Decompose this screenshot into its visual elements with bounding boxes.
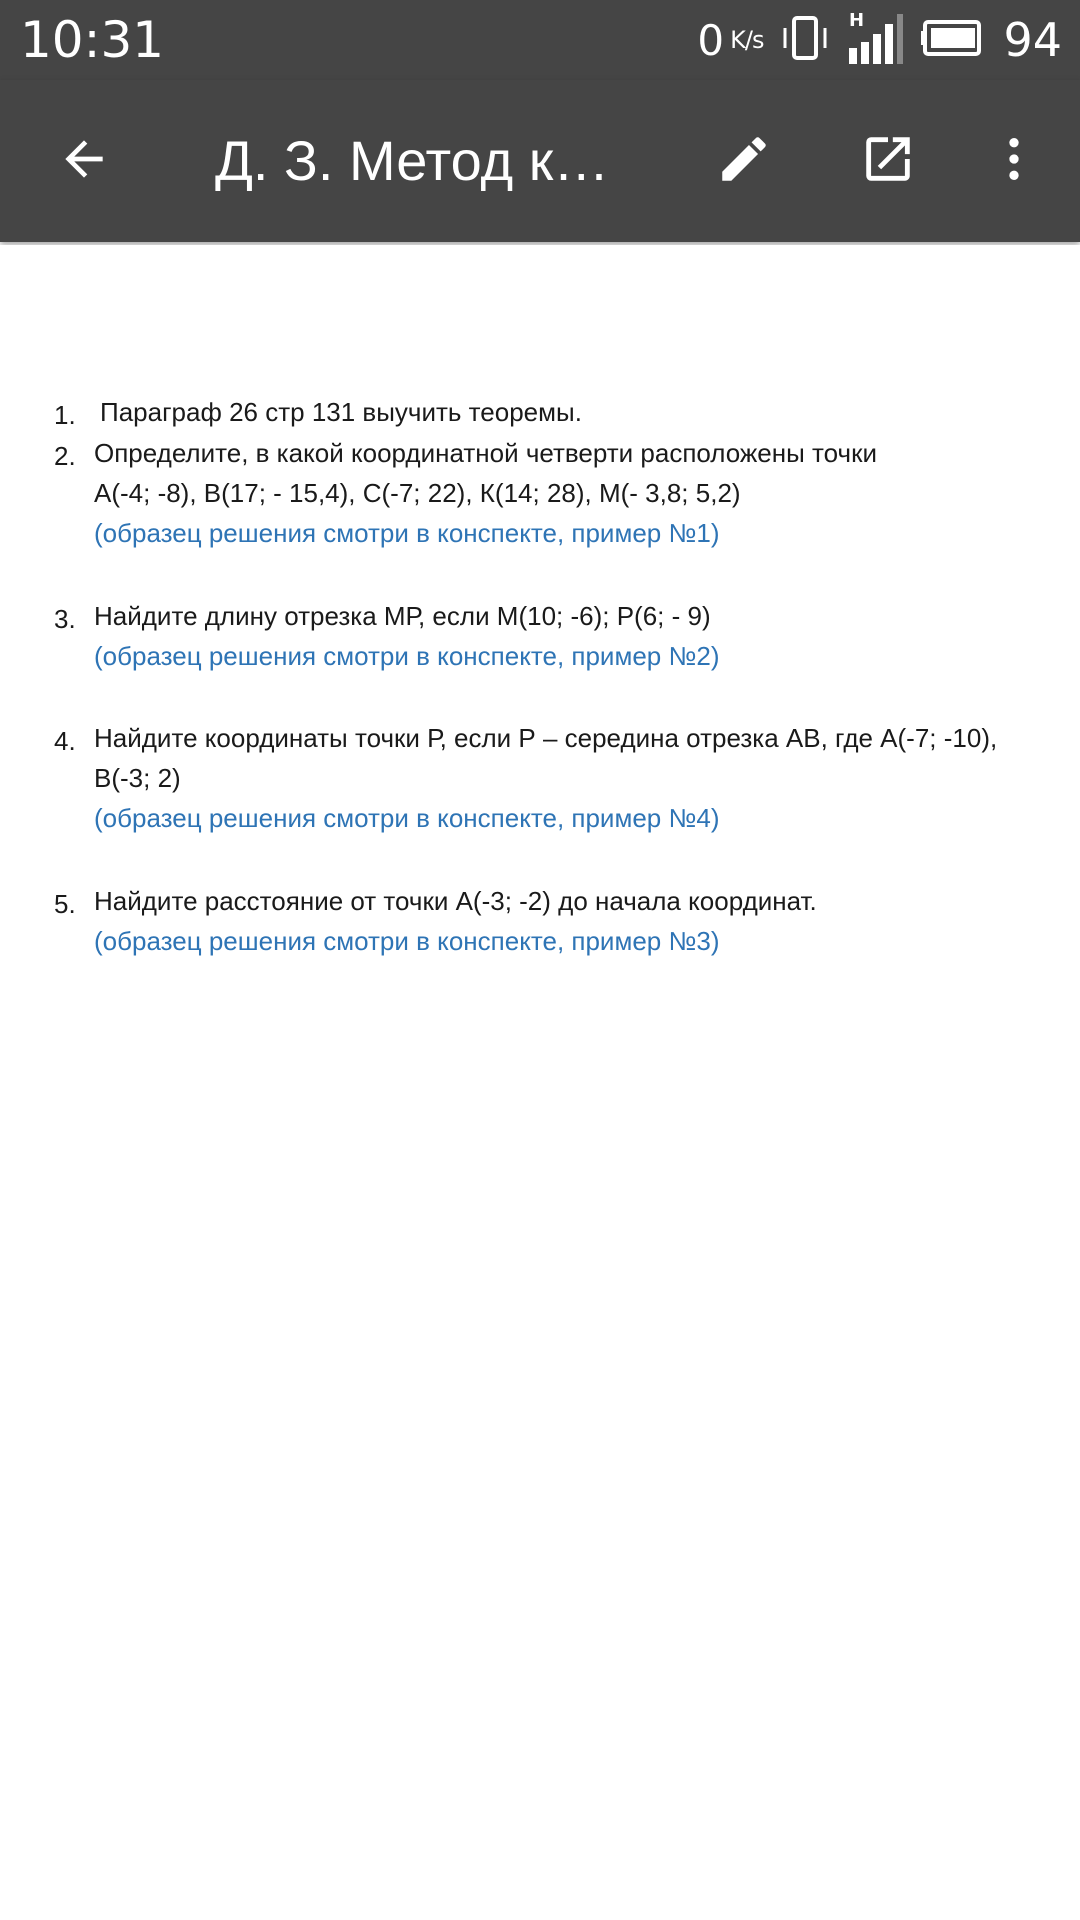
item-text: А(-4; -8), В(17; - 15,4), С(-7; 22), К(14; 28), М(- 3,8; 5,2) — [94, 478, 741, 508]
more-vert-icon — [986, 131, 1042, 192]
status-time: 10:31 — [20, 11, 165, 69]
document-page[interactable] — [0, 245, 1080, 1920]
status-icons — [697, 0, 1062, 80]
vibrate-icon — [779, 12, 831, 69]
status-bar — [0, 0, 1080, 80]
item-text: Найдите расстояние от точки А(-3; -2) до начала координат. — [94, 886, 817, 916]
network-speed — [697, 16, 763, 65]
item-text: Параграф 26 стр 131 выучить теоремы. — [100, 397, 582, 427]
item-number: 1. — [54, 400, 76, 430]
item-hint-link: (образец решения смотри в конспекте, пример №1) — [94, 518, 720, 548]
item-text: Определите, в какой координатной четверти расположены точки — [94, 438, 877, 468]
document-title: Д. З. Метод к… — [215, 129, 610, 192]
signal-icon — [847, 10, 905, 71]
network-speed-value: 0 — [697, 15, 725, 65]
item-number: 2. — [54, 441, 76, 471]
edit-button[interactable] — [684, 80, 804, 242]
item-text: Найдите координаты точки Р, если Р – середина отрезка АВ, где А(-7; -10), — [94, 723, 998, 753]
open-external-button[interactable] — [828, 80, 948, 242]
battery-icon — [921, 18, 987, 63]
network-speed-unit: K/s — [730, 26, 764, 54]
item-text: В(-3; 2) — [94, 763, 181, 793]
svg-text:H: H — [849, 9, 865, 31]
back-button[interactable] — [24, 80, 144, 242]
item-hint-link: (образец решения смотри в конспекте, пример №2) — [94, 641, 720, 671]
battery-percent: 94 — [1003, 13, 1062, 67]
app-bar — [0, 80, 1080, 242]
open-external-icon — [859, 130, 917, 193]
more-options-button[interactable] — [954, 80, 1074, 242]
item-number: 5. — [54, 889, 76, 919]
edit-pencil-icon — [715, 130, 773, 193]
item-number: 4. — [54, 726, 76, 756]
item-number: 3. — [54, 604, 76, 634]
item-hint-link: (образец решения смотри в конспекте, пример №4) — [94, 803, 720, 833]
item-text: Найдите длину отрезка МР, если М(10; -6); Р(6; - 9) — [94, 601, 711, 631]
back-arrow-icon — [56, 131, 112, 192]
item-hint-link: (образец решения смотри в конспекте, пример №3) — [94, 926, 720, 956]
